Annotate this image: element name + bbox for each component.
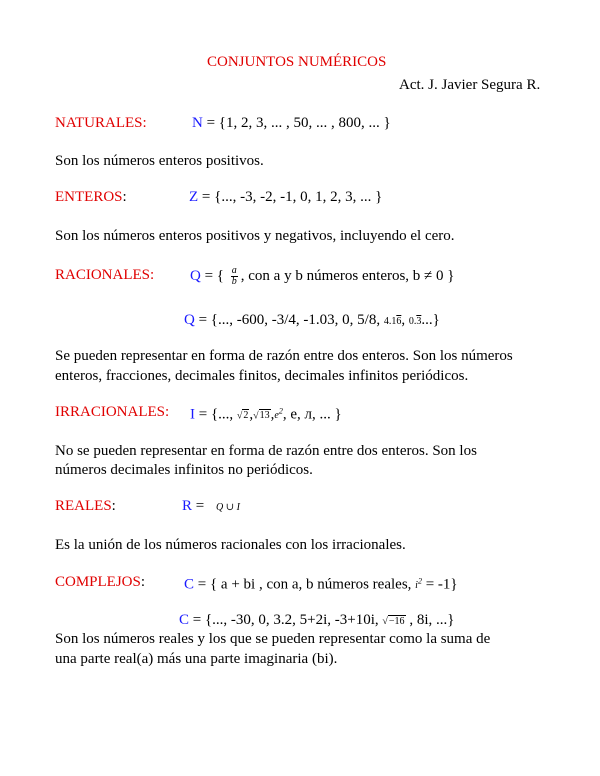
complejos-label: COMPLEJOS: <box>55 574 146 590</box>
i-squared: $i^2$ <box>415 577 422 592</box>
author: Act. J. Javier Segura R. <box>399 77 541 93</box>
naturales-description: Son los números enteros positivos. <box>55 153 264 169</box>
racionales-symbol: Q <box>190 267 201 284</box>
enteros-description: Son los números enteros positivos y negativos, incluyendo el cero. <box>55 228 455 244</box>
racionales-set: Q = { $\frac{a}{b}$ , con a y b números enteros, b ≠ 0 } <box>190 265 455 287</box>
racionales-examples: Q = {..., -600, -3/4, -1.03, 0, 5/8, 4.16, 0.3...} <box>184 312 440 328</box>
irracionales-symbol: I <box>190 406 195 423</box>
irracionales-description-1: No se pueden representar en forma de razón entre dos enteros. Son los <box>55 443 477 459</box>
irracionales-label: IRRACIONALES: <box>55 404 170 420</box>
irracionales-description-2: números decimales infinitos no periódicos. <box>55 462 313 478</box>
reales-set: R = Q ∪ I <box>182 498 240 514</box>
complejos-description-2: una parte real(a) más una parte imaginaria (bi). <box>55 651 338 667</box>
e-squared: $e^2$ <box>274 407 283 422</box>
complejos-examples: C = {..., -30, 0, 3.2, 5+2i, -3+10i, √−16 , 8i, ...} <box>179 612 455 628</box>
sqrt-minus-16: √−16 <box>382 616 405 627</box>
naturales-symbol: N <box>192 115 203 131</box>
reales-formula: Q ∪ I <box>215 502 240 513</box>
irracionales-set: I = {..., $√2,√13,e^2$, e, л, ... } <box>190 406 342 423</box>
complejos-description-1: Son los números reales y los que se pueden representar como la suma de <box>55 631 491 647</box>
racionales-symbol-2: Q <box>184 312 195 328</box>
complejos-set: C = { a + bi , con a, b números reales, $i^2 = -1$} <box>184 576 458 593</box>
page-title: CONJUNTOS NUMÉRICOS <box>207 54 387 70</box>
reales-symbol: R <box>182 498 193 514</box>
repeating-decimal-1: 4.16 <box>383 316 402 327</box>
racionales-description-2: enteros, fracciones, decimales finitos, decimales infinitos periódicos. <box>55 368 469 384</box>
repeating-decimal-2: 0.3 <box>408 316 422 327</box>
complejos-symbol: C <box>184 576 195 593</box>
sqrt-2: √2 <box>236 410 249 422</box>
naturales-set: N = {1, 2, 3, ... , 50, ... , 800, ... } <box>192 115 391 131</box>
fraction-a-over-b: $\frac{a}{b}$ <box>231 265 237 287</box>
sqrt-13: √13 <box>253 410 270 422</box>
naturales-label: NATURALES: <box>55 115 147 131</box>
complejos-symbol-2: C <box>179 612 190 628</box>
enteros-label: ENTEROS: <box>55 189 127 205</box>
enteros-set: Z = {..., -3, -2, -1, 0, 1, 2, 3, ... } <box>189 189 383 205</box>
enteros-symbol: Z <box>189 189 199 205</box>
racionales-label: RACIONALES: <box>55 267 155 283</box>
reales-description: Es la unión de los números racionales con los irracionales. <box>55 537 406 553</box>
racionales-description-1: Se pueden representar en forma de razón entre dos enteros. Son los números <box>55 348 513 364</box>
reales-label: REALES: <box>55 498 116 514</box>
